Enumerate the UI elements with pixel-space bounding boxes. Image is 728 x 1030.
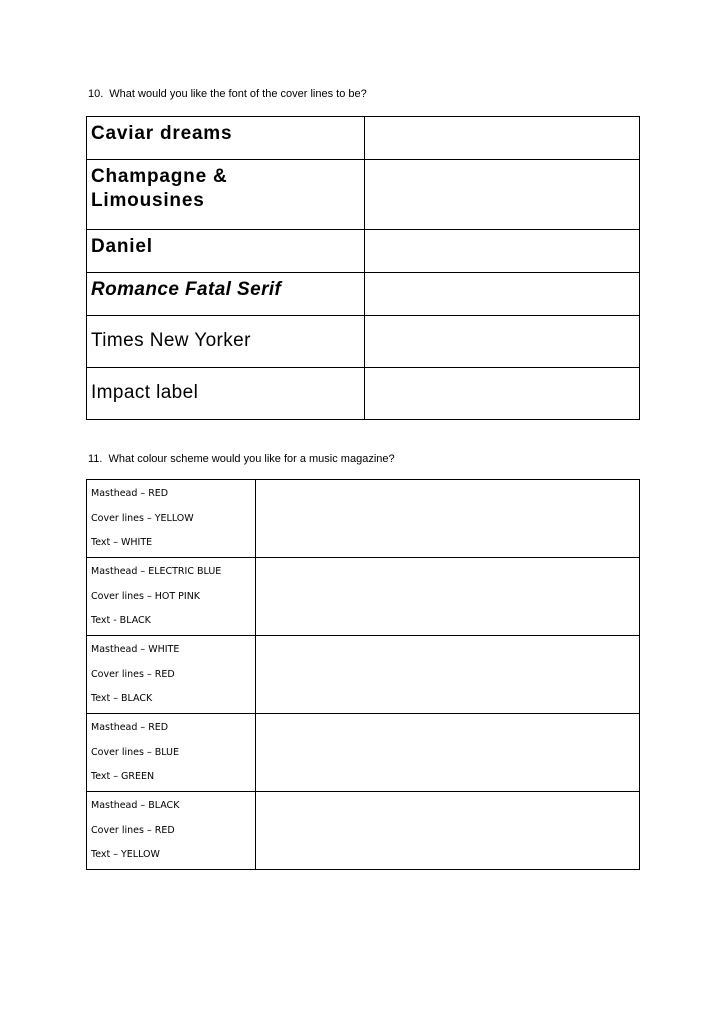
font-option-times-new-yorker: Times New Yorker xyxy=(87,316,365,368)
answer-cell[interactable] xyxy=(255,558,639,636)
table-row xyxy=(87,273,640,316)
answer-cell[interactable] xyxy=(365,230,640,273)
scheme-text: Text – GREEN xyxy=(91,771,155,782)
answer-cell[interactable] xyxy=(365,316,640,368)
scheme-text: Text – WHITE xyxy=(91,537,153,548)
font-option-daniel: Daniel xyxy=(87,230,365,273)
scheme-cover-lines: Cover lines – RED xyxy=(91,668,175,680)
table-row xyxy=(87,160,640,230)
scheme-cover-lines: Cover lines – RED xyxy=(91,824,175,836)
table-row xyxy=(87,636,640,714)
table-row xyxy=(87,230,640,273)
scheme-masthead: Masthead – BLACK xyxy=(91,800,180,811)
colour-scheme-3 xyxy=(87,636,256,714)
scheme-cover-lines: Cover lines – BLUE xyxy=(91,746,180,758)
answer-cell[interactable] xyxy=(255,792,639,870)
scheme-cover-lines: Cover lines – HOT PINK xyxy=(91,590,201,602)
table-row xyxy=(87,117,640,160)
scheme-text: Text – BLACK xyxy=(91,693,153,704)
question-text: What would you like the font of the cover lines to be? xyxy=(109,88,367,100)
font-options-table xyxy=(86,116,640,420)
answer-cell[interactable] xyxy=(365,368,640,420)
option-line: Champagne & xyxy=(91,166,228,187)
font-option-romance-fatal-serif: Romance Fatal Serif xyxy=(87,273,365,316)
question-10 xyxy=(88,88,367,100)
question-number: 11. xyxy=(88,453,103,465)
answer-cell[interactable] xyxy=(255,480,639,558)
table-row xyxy=(87,368,640,420)
scheme-text: Text - BLACK xyxy=(91,615,151,626)
answer-cell[interactable] xyxy=(255,636,639,714)
table-row xyxy=(87,792,640,870)
table-row xyxy=(87,480,640,558)
colour-scheme-1 xyxy=(87,480,256,558)
scheme-masthead: Masthead – RED xyxy=(91,722,169,733)
answer-cell[interactable] xyxy=(365,273,640,316)
scheme-masthead: Masthead – ELECTRIC BLUE xyxy=(91,566,222,577)
colour-scheme-table xyxy=(86,479,640,870)
scheme-text: Text – YELLOW xyxy=(91,849,160,860)
table-row xyxy=(87,714,640,792)
table-row xyxy=(87,558,640,636)
answer-cell[interactable] xyxy=(365,160,640,230)
scheme-cover-lines: Cover lines – YELLOW xyxy=(91,512,194,524)
table-row xyxy=(87,316,640,368)
question-text: What colour scheme would you like for a music magazine? xyxy=(108,453,395,465)
option-line: Limousines xyxy=(91,190,205,211)
question-11 xyxy=(88,453,395,465)
colour-scheme-4 xyxy=(87,714,256,792)
question-number: 10. xyxy=(88,88,104,100)
font-option-caviar-dreams: Caviar dreams xyxy=(87,117,365,160)
font-option-champagne-limousines xyxy=(87,160,365,230)
scheme-masthead: Masthead – WHITE xyxy=(91,644,180,655)
colour-scheme-2 xyxy=(87,558,256,636)
answer-cell[interactable] xyxy=(365,117,640,160)
scheme-masthead: Masthead – RED xyxy=(91,488,169,499)
font-option-impact-label: Impact label xyxy=(87,368,365,420)
answer-cell[interactable] xyxy=(255,714,639,792)
colour-scheme-5 xyxy=(87,792,256,870)
